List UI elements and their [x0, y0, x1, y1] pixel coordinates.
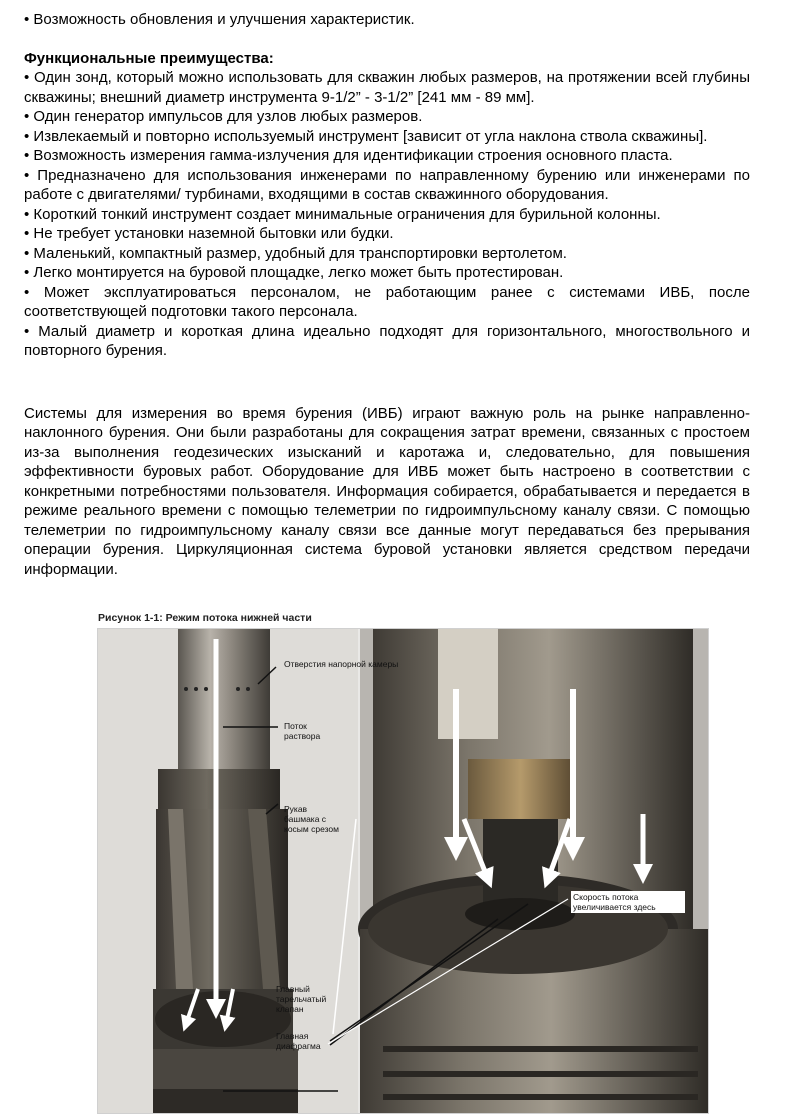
label-ports: Отверстия напорной камеры: [284, 659, 399, 669]
figure-photo: [97, 628, 709, 1114]
list-item: • Маленький, компактный размер, удобный для транспортировки вертолетом.: [24, 244, 567, 262]
right-photo: [328, 629, 708, 1113]
list-item: • Может эксплуатироваться персоналом, не работающим ранее с системами ИВБ, после соответствующей подготовки такого персонала.: [24, 283, 750, 320]
section-heading: Функциональные преимущества:: [24, 49, 274, 67]
label-sleeve: Рукав башмака с косым срезом: [284, 804, 339, 834]
list-item: • Легко монтируется на буровой площадке, легко может быть протестирован.: [24, 264, 564, 281]
list-item: • Один генератор импульсов для узлов любых размеров.: [24, 108, 423, 125]
tool-illustration: [98, 629, 708, 1113]
list-item: • Предназначено для использования инженерами по направленному бурению или инженерами по работе с двигателями/ турбинами, входящими в состав скважинного оборудования.: [24, 166, 750, 203]
list-item: • Не требует установки наземной бытовки или будки.: [24, 225, 394, 242]
list-item: • Извлекаемый и повторно используемый инструмент [зависит от угла наклона ствола скважины].: [24, 127, 708, 145]
document-body: [24, 10, 750, 579]
list-item: • Малый диаметр и короткая длина идеально подходят для горизонтального, многоствольного и повторного бурения.: [24, 322, 750, 359]
label-flow: Поток раствора: [284, 721, 321, 741]
list-item: • Возможность измерения гамма-излучения для идентификации строения основного пласта.: [24, 147, 673, 164]
intro-bullet: • Возможность обновления и улучшения характеристик.: [24, 11, 415, 28]
list-item: • Короткий тонкий инструмент создает минимальные ограничения для бурильной колонны.: [24, 205, 661, 223]
label-poppet: Главный тарельчатый клапан: [276, 984, 327, 1014]
list-item: • Один зонд, который можно использовать для скважин любых размеров, на протяжении всей глубины скважины; внешний диаметр инструмента 9-1/2” - 3-1/2” [241 мм - 89 мм].: [24, 69, 750, 106]
figure-caption: Рисунок 1-1: Режим потока нижней части: [98, 612, 312, 624]
label-diaphragm: Главная диафрагма: [276, 1031, 321, 1051]
label-velocity: Скорость потока увеличивается здесь: [571, 891, 685, 913]
body-paragraph: Системы для измерения во время бурения (ИВБ) играют важную роль на рынке направленно-наклонного бурения. Они были разработаны для сокращения затрат времени, связанных с простоем из-за выполнения геодезических изысканий и каротажа и, следовательно, для повышения эффективности буровых работ. Оборудование для ИВБ может быть настроено в соответствии с конкретными потребностями пользователя. Информация собирается, обрабатывается и передается в режиме реального времени с помощью телеметрии по гидроимпульсному каналу связи. С помощью телеметрии по гидроимпульсному каналу связи все данные могут передаваться без прерывания операции бурения. Циркуляционная система буровой установки является средством передачи информации.: [24, 404, 750, 578]
